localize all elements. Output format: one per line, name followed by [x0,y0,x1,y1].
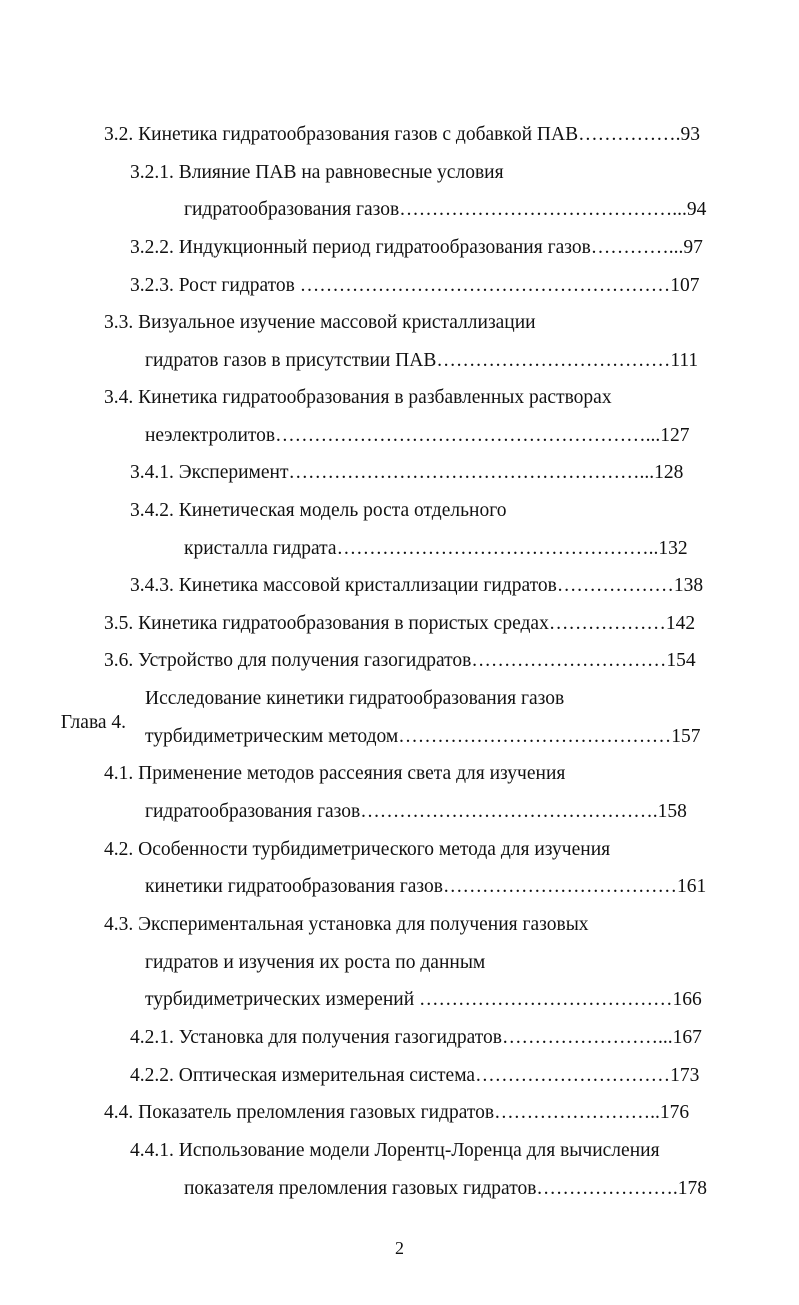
toc-line-14: 3.5. Кинетика гидратообразования в пористых средах………………142 [104,613,696,634]
toc-line-2: 3.2.1. Влияние ПАВ на равновесные условия [130,162,504,183]
toc-line-1: 3.2. Кинетика гидратообразования газов с добавкой ПАВ…………….93 [104,124,700,145]
toc-line-9: неэлектролитов…………………………………………………...127 [145,425,690,446]
page-number: 2 [395,1238,404,1258]
toc-line-27: 4.4. Показатель преломления газовых гидратов……………………..176 [104,1102,690,1123]
toc-line-6: 3.3. Визуальное изучение массовой кристаллизации [104,312,536,333]
toc-line-10: 3.4.1. Эксперимент………………………………………………...128 [130,462,684,483]
toc-chapter-4-title: Исследование кинетики гидратообразования газов [145,688,565,709]
toc-line-11: 3.4.2. Кинетическая модель роста отдельного [130,500,507,521]
toc-line-17: турбидиметрическим методом……………………………………157 [145,726,701,747]
chapter-label: Глава 4. [60,712,127,733]
toc-line-5: 3.2.3. Рост гидратов …………………………………………………107 [130,275,700,296]
toc-line-13: 3.4.3. Кинетика массовой кристаллизации гидратов………………138 [130,575,704,596]
toc-line-19: гидратообразования газов……………………………………….158 [145,801,687,822]
toc-line-23: гидратов и изучения их роста по данным [145,952,486,973]
toc-line-3: гидратообразования газов……………………………………...94 [184,199,707,220]
toc-line-8: 3.4. Кинетика гидратообразования в разбавленных растворах [104,387,612,408]
toc-line-26: 4.2.2. Оптическая измерительная система…………………………173 [130,1065,700,1086]
toc-chapter-4 [51,687,126,735]
toc-line-4: 3.2.2. Индукционный период гидратообразования газов…………...97 [130,237,703,258]
toc-line-24: турбидиметрических измерений …………………………………166 [145,989,702,1010]
toc-line-18: 4.1. Применение методов рассеяния света для изучения [104,763,566,784]
toc-line-29: показателя преломления газовых гидратов………………….178 [184,1178,708,1199]
toc-line-22: 4.3. Экспериментальная установка для получения газовых [104,914,589,935]
toc-line-20: 4.2. Особенности турбидиметрического метода для изучения [104,839,611,860]
toc-line-25: 4.2.1. Установка для получения газогидратов……………………...167 [130,1027,702,1048]
toc-line-21: кинетики гидратообразования газов………………………………161 [145,876,707,897]
toc-line-28: 4.4.1. Использование модели Лорентц-Лоренца для вычисления [130,1140,660,1161]
toc-line-15: 3.6. Устройство для получения газогидратов…………………………154 [104,650,696,671]
toc-line-12: кристалла гидрата…………………………………………..132 [184,538,688,559]
toc-line-7: гидратов газов в присутствии ПАВ………………………………111 [145,350,699,371]
